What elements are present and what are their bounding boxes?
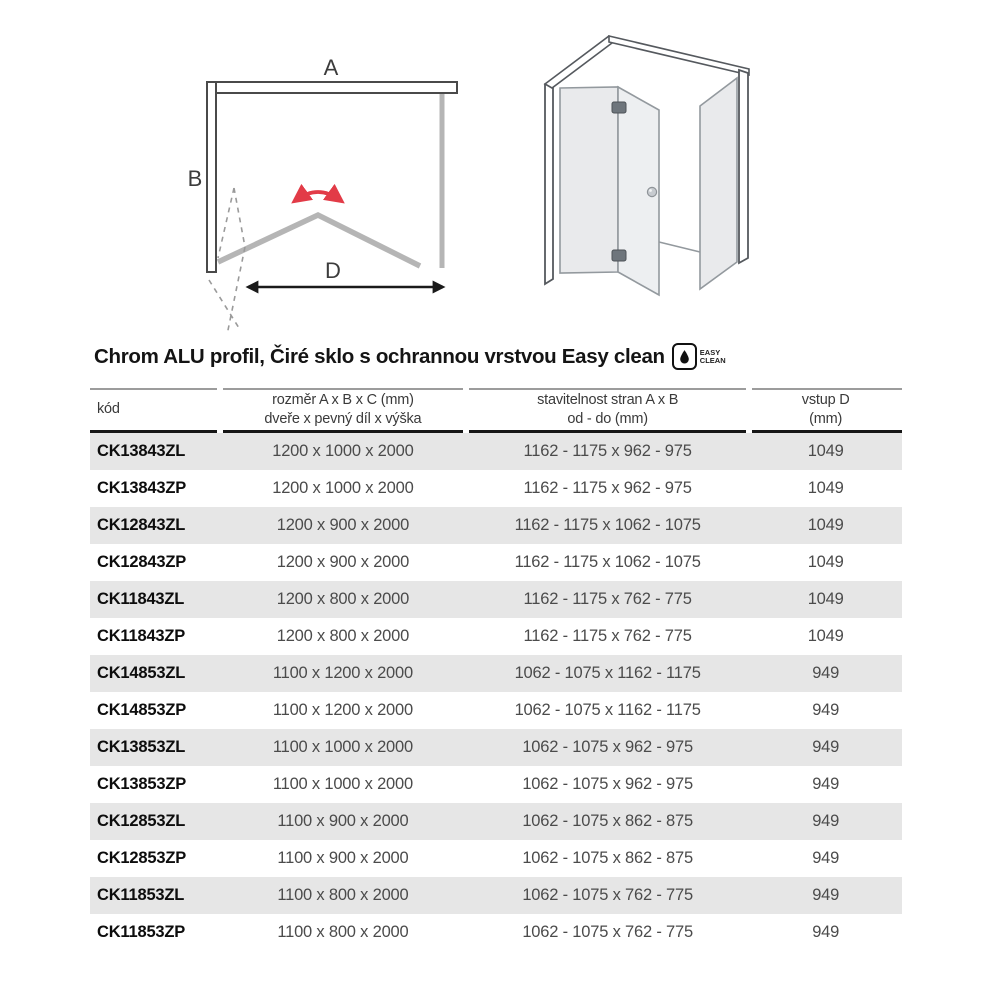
- table-row: [90, 507, 902, 544]
- cell-dimensions: 1100 x 1200 x 2000: [272, 701, 413, 719]
- fixed-glass-panel: [560, 87, 618, 273]
- table-row: [90, 914, 902, 951]
- table-row: [90, 470, 902, 507]
- cell-adjustability: 1062 - 1075 x 862 - 875: [522, 849, 693, 867]
- cell-dimensions: 1100 x 1200 x 2000: [272, 664, 413, 682]
- cell-adjustability: 1062 - 1075 x 962 - 975: [522, 775, 693, 793]
- table-row: [90, 840, 902, 877]
- cell-dimensions: 1100 x 1000 x 2000: [272, 738, 413, 756]
- header-entry: vstup D (mm): [749, 388, 902, 433]
- top-view-diagram: [150, 30, 470, 342]
- swing-arrow-icon: [296, 192, 340, 200]
- isometric-view-diagram: [518, 18, 782, 332]
- left-wall-profile-3d: [545, 80, 553, 284]
- cell-dimensions: 1200 x 900 x 2000: [276, 553, 410, 571]
- cell-code: CK13853ZL: [97, 738, 186, 756]
- easy-clean-label-line1: EASY: [699, 347, 721, 357]
- cell-code: CK13843ZL: [97, 442, 186, 460]
- dimension-label-a: A: [323, 55, 339, 80]
- spec-table: [90, 388, 902, 951]
- cell-adjustability: 1062 - 1075 x 762 - 775: [522, 886, 693, 904]
- cell-code: CK11843ZL: [97, 590, 185, 608]
- cell-adjustability: 1062 - 1075 x 762 - 775: [522, 923, 693, 941]
- cell-dimensions: 1200 x 1000 x 2000: [272, 442, 414, 460]
- cell-dimensions: 1200 x 800 x 2000: [276, 627, 410, 645]
- cell-dimensions: 1100 x 800 x 2000: [277, 886, 409, 904]
- door-knob-icon: [647, 187, 656, 196]
- cell-code: CK11853ZP: [97, 923, 186, 941]
- top-rail-profile-3d: [609, 36, 749, 75]
- header-code: kód: [90, 388, 220, 433]
- cell-dimensions: 1200 x 800 x 2000: [276, 590, 410, 608]
- title-row: [94, 343, 726, 370]
- cell-entry: 1049: [807, 442, 844, 460]
- cell-dimensions: 1100 x 800 x 2000: [277, 923, 409, 941]
- cell-entry: 1049: [807, 516, 844, 534]
- table-row: [90, 877, 902, 914]
- dimension-label-d: D: [325, 258, 341, 283]
- table-row: [90, 544, 902, 581]
- cell-code: CK13843ZP: [97, 479, 186, 497]
- hinge-bottom-icon: [612, 250, 626, 261]
- table-row: [90, 433, 902, 470]
- cell-entry: 1049: [807, 590, 844, 608]
- header-adjustability: stavitelnost stran A x B od - do (mm): [466, 388, 749, 433]
- cell-adjustability: 1162 - 1175 x 762 - 775: [523, 627, 692, 645]
- cell-adjustability: 1162 - 1175 x 1062 - 1075: [514, 553, 701, 571]
- cell-entry: 949: [812, 775, 840, 793]
- table-body: [90, 433, 902, 951]
- cell-entry: 1049: [807, 627, 844, 645]
- cell-entry: 949: [812, 886, 840, 904]
- floor-edge-line: [659, 242, 700, 252]
- left-wall-profile: [207, 82, 216, 272]
- side-glass-panel: [700, 78, 737, 289]
- door-knob-highlight: [649, 189, 652, 192]
- cell-code: CK11853ZL: [97, 886, 185, 904]
- cell-adjustability: 1062 - 1075 x 962 - 975: [522, 738, 693, 756]
- cell-code: CK12843ZP: [97, 553, 186, 571]
- cell-entry: 949: [812, 701, 840, 719]
- easy-clean-label-line2: CLEAN: [699, 355, 726, 365]
- cell-dimensions: 1100 x 1000 x 2000: [272, 775, 413, 793]
- cell-code: CK14853ZL: [97, 664, 186, 682]
- cell-adjustability: 1062 - 1075 x 1162 - 1175: [514, 701, 701, 719]
- easy-clean-label: [700, 349, 726, 365]
- header-dimensions: rozměr A x B x C (mm) dveře x pevný díl x výška: [220, 388, 466, 433]
- cell-adjustability: 1162 - 1175 x 1062 - 1075: [514, 516, 701, 534]
- table-row: [90, 655, 902, 692]
- cell-entry: 949: [812, 664, 840, 682]
- cell-dimensions: 1100 x 900 x 2000: [277, 849, 409, 867]
- table-header: [90, 388, 902, 433]
- cell-entry: 1049: [807, 553, 844, 571]
- cell-dimensions: 1200 x 1000 x 2000: [272, 479, 414, 497]
- cell-adjustability: 1062 - 1075 x 862 - 875: [522, 812, 693, 830]
- table-row: [90, 766, 902, 803]
- top-left-profile-3d: [545, 36, 616, 88]
- right-wall-profile-3d: [739, 70, 748, 263]
- easy-clean-drop-icon: [672, 343, 697, 370]
- cell-entry: 949: [812, 812, 840, 830]
- hinge-top-icon: [612, 102, 626, 113]
- page-title: Chrom ALU profil, Čiré sklo s ochrannou vrstvou Easy clean: [94, 344, 665, 368]
- cell-entry: 949: [812, 849, 840, 867]
- cell-entry: 1049: [807, 479, 844, 497]
- cell-entry: 949: [812, 923, 840, 941]
- easy-clean-badge: [672, 343, 726, 370]
- table-row: [90, 803, 902, 840]
- cell-adjustability: 1162 - 1175 x 962 - 975: [523, 442, 692, 460]
- cell-code: CK12853ZL: [97, 812, 186, 830]
- cell-code: CK12853ZP: [97, 849, 186, 867]
- open-door-panels: [218, 215, 420, 266]
- cell-code: CK11843ZP: [97, 627, 186, 645]
- cell-entry: 949: [812, 738, 840, 756]
- table-row: [90, 618, 902, 655]
- cell-dimensions: 1100 x 900 x 2000: [277, 812, 409, 830]
- cell-code: CK12843ZL: [97, 516, 186, 534]
- cell-code: CK13853ZP: [97, 775, 186, 793]
- cell-code: CK14853ZP: [97, 701, 186, 719]
- cell-dimensions: 1200 x 900 x 2000: [276, 516, 410, 534]
- table-row: [90, 581, 902, 618]
- cell-adjustability: 1162 - 1175 x 762 - 775: [523, 590, 692, 608]
- table-row: [90, 729, 902, 766]
- cell-adjustability: 1162 - 1175 x 962 - 975: [523, 479, 692, 497]
- table-row: [90, 692, 902, 729]
- top-wall-profile: [207, 82, 457, 93]
- dimension-label-b: B: [187, 166, 203, 191]
- cell-adjustability: 1062 - 1075 x 1162 - 1175: [514, 664, 701, 682]
